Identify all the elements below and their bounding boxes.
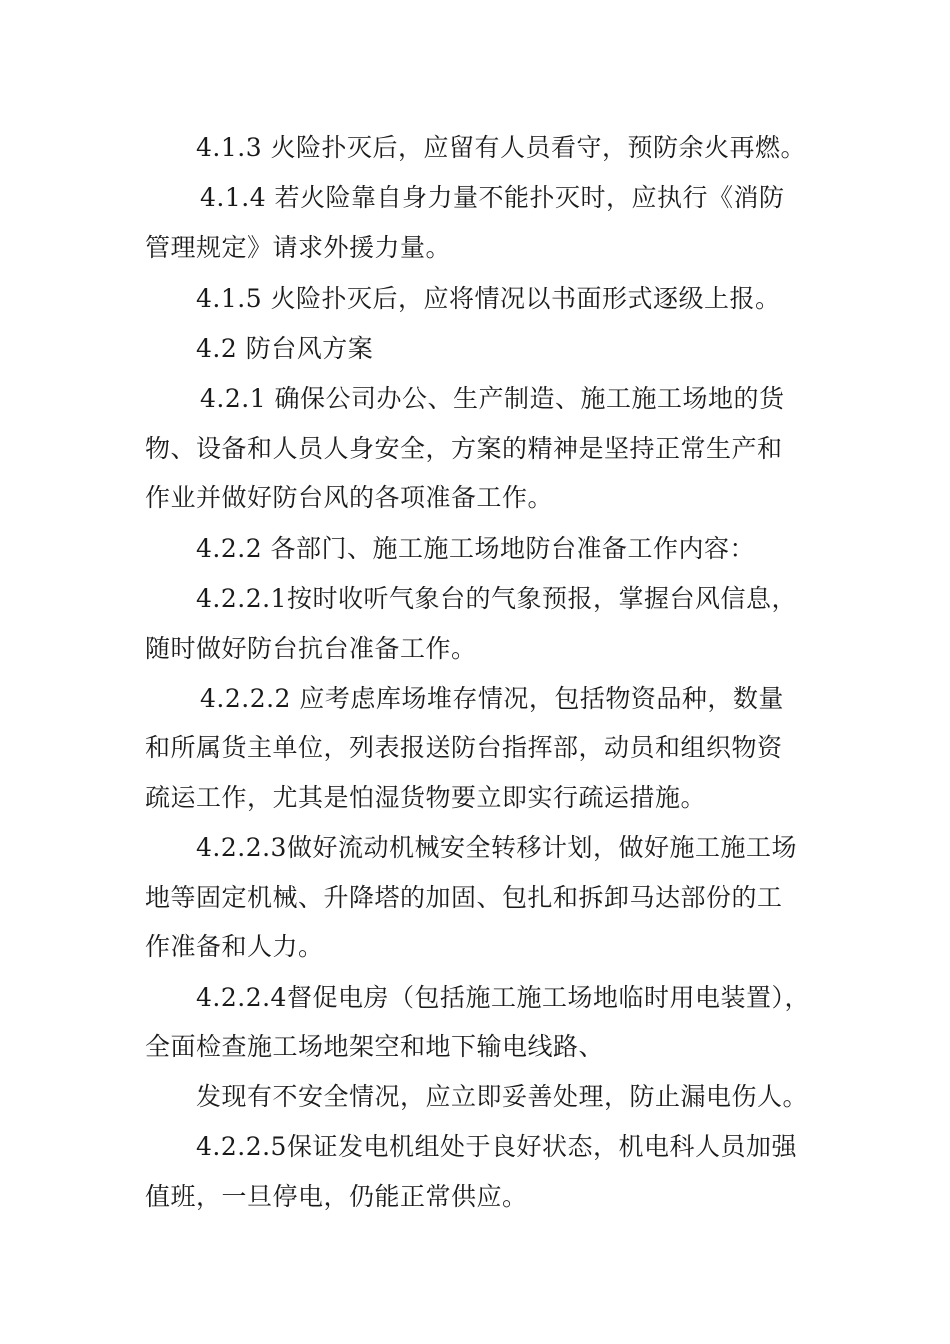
paragraph-4-2-2-2-line-2: 和所属货主单位，列表报送防台指挥部，动员和组织物资 [145,733,783,762]
paragraph-4-1-4-line-1: 4.1.4 若火险靠自身力量不能扑灭时，应执行《消防 [200,183,785,212]
paragraph-4-2-2-4-line-3: 发现有不安全情况，应立即妥善处理，防止漏电伤人。 [196,1082,809,1111]
paragraph-4-1-5: 4.1.5 火险扑灭后，应将情况以书面形式逐级上报。 [196,284,781,313]
paragraph-4-2-2-3-line-1: 4.2.2.3做好流动机械安全转移计划，做好施工施工场 [196,833,797,862]
paragraph-4-2-2-1-line-2: 随时做好防台抗台准备工作。 [145,634,477,663]
paragraph-4-2-2-3-line-3: 作准备和人力。 [145,932,324,961]
paragraph-4-2-2-4-line-2: 全面检查施工场地架空和地下输电线路、 [145,1032,605,1061]
paragraph-4-2-2-1-line-1: 4.2.2.1按时收听气象台的气象预报，掌握台风信息， [196,584,797,613]
paragraph-4-2-2-5-line-2: 值班，一旦停电，仍能正常供应。 [145,1182,528,1211]
paragraph-4-2-2-2-line-3: 疏运工作，尤其是怕湿货物要立即实行疏运措施。 [145,783,707,812]
paragraph-4-2-2: 4.2.2 各部门、施工施工场地防台准备工作内容： [196,534,756,563]
paragraph-4-2-2-3-line-2: 地等固定机械、升降塔的加固、包扎和拆卸马达部份的工 [145,883,783,912]
paragraph-4-1-3: 4.1.3 火险扑灭后，应留有人员看守，预防余火再燃。 [196,133,807,162]
paragraph-4-2-1-line-3: 作业并做好防台风的各项准备工作。 [145,483,554,512]
section-heading-4-2: 4.2 防台风方案 [196,334,374,363]
paragraph-4-1-4-line-2: 管理规定》请求外援力量。 [145,233,452,262]
paragraph-4-2-2-2-line-1: 4.2.2.2 应考虑库场堆存情况，包括物资品种，数量 [200,684,784,713]
paragraph-4-2-2-4-line-1: 4.2.2.4督促电房（包括施工施工场地临时用电装置）， [196,983,810,1012]
paragraph-4-2-1-line-1: 4.2.1 确保公司办公、生产制造、施工施工场地的货 [200,384,785,413]
paragraph-4-2-2-5-line-1: 4.2.2.5保证发电机组处于良好状态，机电科人员加强 [196,1132,797,1161]
paragraph-4-2-1-line-2: 物、设备和人员人身安全，方案的精神是坚持正常生产和 [145,434,783,463]
